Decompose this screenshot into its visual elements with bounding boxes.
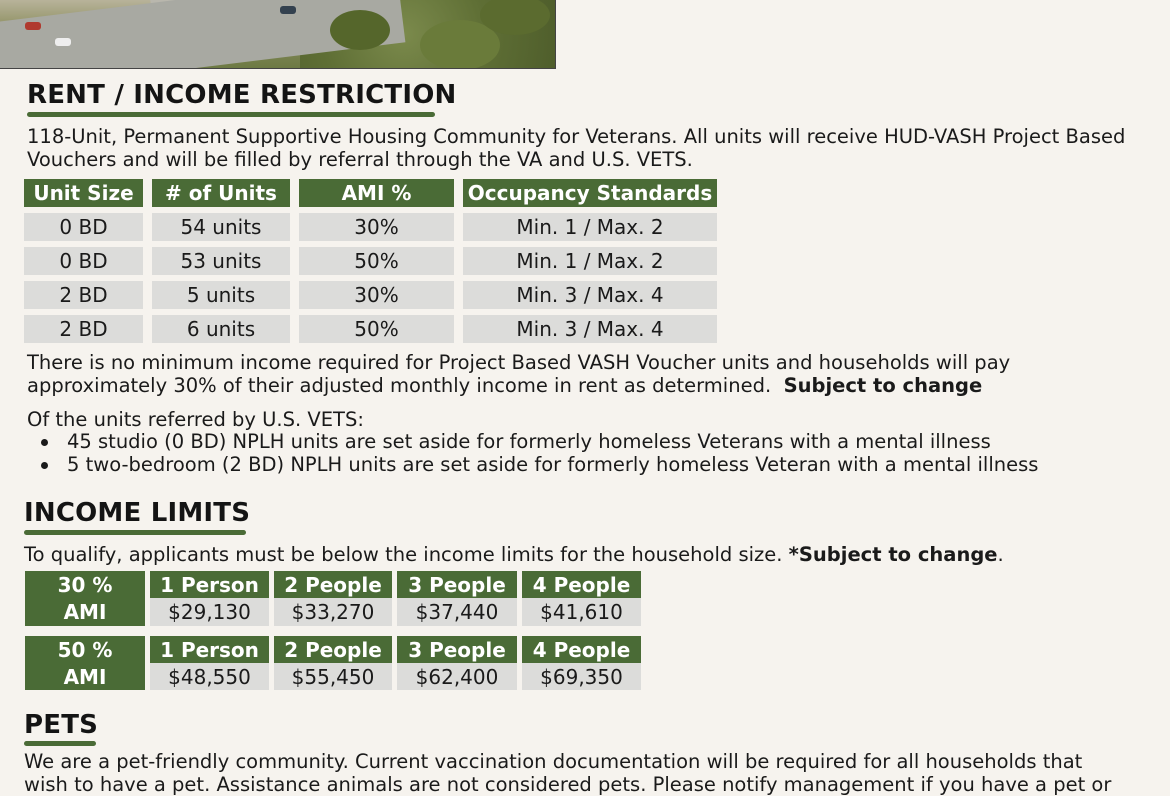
unit-table-cell: 0 BD (24, 247, 143, 275)
rent-intro-line-1: 118-Unit, Permanent Supportive Housing Community for Veterans. All units will receive HUD-VASH Project Based (27, 125, 1126, 148)
unit-table-header: # of Units (152, 179, 290, 207)
ami-label: AMI (25, 663, 145, 690)
subject-to-change-bold: Subject to change (783, 374, 983, 397)
unit-table-cell: Min. 3 / Max. 4 (463, 315, 717, 343)
income-heading-underline (24, 530, 246, 535)
household-header: 3 People (397, 636, 517, 663)
unit-table-cell: 50% (299, 315, 454, 343)
rent-note-line-2: approximately 30% of their adjusted monthly income in rent as determined. Subject to change (27, 374, 983, 397)
household-header: 2 People (274, 636, 392, 663)
unit-table-header: Occupancy Standards (463, 179, 717, 207)
unit-table-cell: Min. 1 / Max. 2 (463, 213, 717, 241)
income-value: $41,610 (522, 598, 641, 626)
unit-table-header: Unit Size (24, 179, 143, 207)
rent-note-line-1: There is no minimum income required for Project Based VASH Voucher units and households will pay (27, 351, 1011, 374)
unit-table-cell: Min. 3 / Max. 4 (463, 281, 717, 309)
pets-heading: PETS (24, 710, 99, 740)
ami-label: AMI (25, 598, 145, 626)
income-value: $33,270 (274, 598, 392, 626)
referred-intro: Of the units referred by U.S. VETS: (27, 408, 364, 431)
pets-line-2: wish to have a pet. Assistance animals are not considered pets. Please notify management if you have a pet or (24, 773, 1112, 796)
unit-table-cell: 5 units (152, 281, 290, 309)
ami-label: 50 % (25, 636, 145, 663)
income-value: $55,450 (274, 663, 392, 690)
list-item: 45 studio (0 BD) NPLH units are set aside for formerly homeless Veterans with a mental illness (27, 430, 1038, 453)
pets-heading-underline (24, 741, 96, 746)
rent-intro-line-2: Vouchers and will be filled by referral through the VA and U.S. VETS. (27, 148, 693, 171)
household-header: 4 People (522, 571, 641, 598)
rent-heading-underline (27, 112, 435, 117)
unit-table-cell: 53 units (152, 247, 290, 275)
rent-income-heading: RENT / INCOME RESTRICTION (27, 80, 457, 110)
household-header: 1 Person (150, 571, 269, 598)
household-header: 4 People (522, 636, 641, 663)
aerial-photo (0, 0, 556, 69)
household-header: 1 Person (150, 636, 269, 663)
income-intro: To qualify, applicants must be below the income limits for the household size. *Subject to change. (24, 543, 1004, 566)
unit-table-cell: 2 BD (24, 315, 143, 343)
household-header: 2 People (274, 571, 392, 598)
income-value: $37,440 (397, 598, 517, 626)
unit-table-cell: 54 units (152, 213, 290, 241)
list-item: 5 two-bedroom (2 BD) NPLH units are set aside for formerly homeless Veteran with a mental illness (27, 453, 1038, 476)
unit-table-cell: Min. 1 / Max. 2 (463, 247, 717, 275)
household-header: 3 People (397, 571, 517, 598)
income-limits-heading: INCOME LIMITS (24, 498, 251, 528)
unit-table-header: AMI % (299, 179, 454, 207)
unit-table-cell: 6 units (152, 315, 290, 343)
income-value: $29,130 (150, 598, 269, 626)
income-value: $62,400 (397, 663, 517, 690)
income-value: $48,550 (150, 663, 269, 690)
unit-table-cell: 50% (299, 247, 454, 275)
pets-line-1: We are a pet-friendly community. Current vaccination documentation will be required for all households that (24, 750, 1083, 773)
unit-table-cell: 2 BD (24, 281, 143, 309)
referred-units-list (27, 430, 1038, 476)
unit-table-cell: 0 BD (24, 213, 143, 241)
unit-table-cell: 30% (299, 281, 454, 309)
unit-table-cell: 30% (299, 213, 454, 241)
income-value: $69,350 (522, 663, 641, 690)
ami-label: 30 % (25, 571, 145, 598)
